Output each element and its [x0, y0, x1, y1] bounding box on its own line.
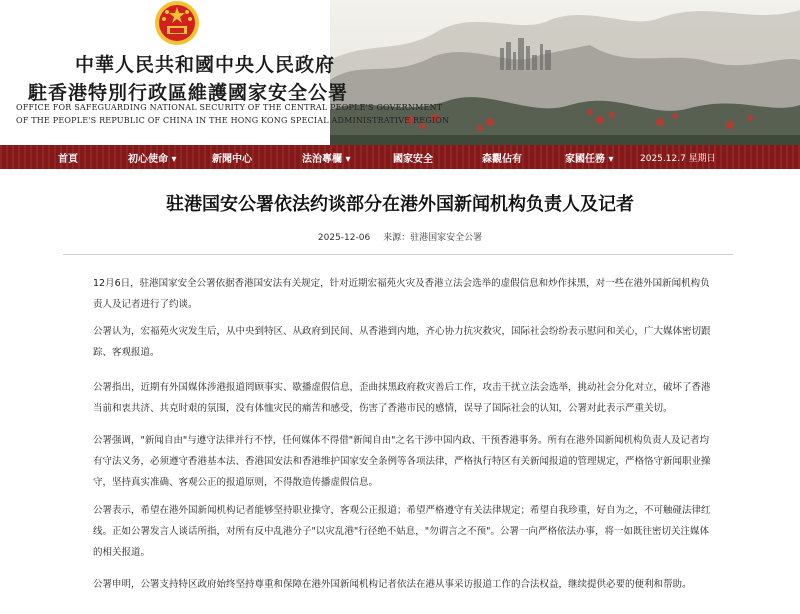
article-paragraph-4: 公署强调，"新闻自由"与遵守法律并行不悖，任何媒体不得借"新闻自由"之名干涉中国内政、干预香港事务。所有在港外国新闻机构负责人及记者均有守法义务，必须遵守香港基本法、香港国安法和香港维护国家安全条例等各项法律，严格执行特区有关新闻报道的管理规定，严格恪守新闻职业操守，坚持真实准确、客观公正的报道原则，不得散造传播虚假信息。 [93, 435, 711, 488]
divider [63, 254, 733, 255]
nav-item-mission[interactable]: 初心使命 ▾ [128, 154, 177, 165]
nav-item-news[interactable]: 新聞中心 [212, 154, 252, 165]
article-paragraph-3: 公署指出，近期有外国媒体涉港报道罔顾事实、歇播虚假信息，歪曲抹黑政府救灾善后工作，攻击干扰立法会选举，挑动社会分化对立，破坏了香港当前和衷共济、共克时艰的氛围，没有体恤灾民的痛苦和感受，伤害了香港市民的感情，误导了国际社会的认知，公署对此表示严重关切。 [93, 382, 711, 414]
header-title-line2: 駐香港特別行政區維護國家安全公署 [28, 82, 349, 104]
article-title: 驻港国安公署依法约谈部分在港外国新闻机构负责人及记者 [166, 194, 634, 215]
nav-item-family[interactable]: 家國任務 ▾ [565, 154, 614, 165]
header-title-en-line2: OF THE PEOPLE'S REPUBLIC OF CHINA IN THE HONG KONG SPECIAL ADMINISTRATIVE REGION [16, 116, 450, 125]
article-meta [0, 230, 800, 243]
article-paragraph-1: 12月6日，驻港国家安全公署依据香港国安法有关规定，针对近期宏福苑火灾及香港立法会选举的虚假信息和炒作抹黑，对一些在港外国新闻机构负责人及记者进行了约谈。 [93, 278, 710, 310]
nav-item-exhibition[interactable]: 森觀佔有 [482, 154, 522, 165]
article-paragraph-6: 公署申明，公署支持特区政府始终坚持尊重和保障在港外国新闻机构记者依法在港从事采访报道工作的合法权益，继续提供必要的便利和帮助。 [93, 579, 692, 590]
header-banner [0, 0, 800, 145]
nav-item-home[interactable]: 首頁 [58, 154, 78, 165]
article-paragraph-5: 公署表示，希望在港外国新闻机构记者能够坚持职业操守，客观公正报道；希望严格遵守有关法律规定；希望自我珍重，好自为之，不可触碰法律红线。正如公署发言人谈话所指，对所有反中乱港分子"以灾乱港"行径绝不姑息，"勿谓言之不预"。公署一向严格依法办事，将一如既往密切关注媒体的相关报道。 [93, 505, 711, 558]
article-date: 2025-12-06 [317, 233, 371, 243]
article-paragraph-2: 公署认为，宏福苑火灾发生后，从中央到特区、从政府到民间、从香港到内地，齐心协力抗灾救灾，国际社会纷纷表示慰问和关心，广大媒体密切跟踪、客观报道。 [93, 326, 711, 358]
nav-date: 2025.12.7 星期日 [640, 154, 716, 164]
nav-item-law[interactable]: 法治專欄 ▾ [302, 154, 351, 165]
header-title-en-line1: OFFICE FOR SAFEGUARDING NATIONAL SECURITY OF THE CENTRAL PEOPLE'S GOVERNMENT [16, 103, 443, 112]
article-source: 来源：驻港国家安全公署 [383, 233, 483, 243]
header-title-line1: 中華人民共和國中央人民政府 [75, 54, 336, 76]
nav-item-security[interactable]: 國家安全 [393, 154, 433, 165]
national-emblem-icon [152, 0, 202, 48]
main-nav-bar [0, 145, 800, 169]
